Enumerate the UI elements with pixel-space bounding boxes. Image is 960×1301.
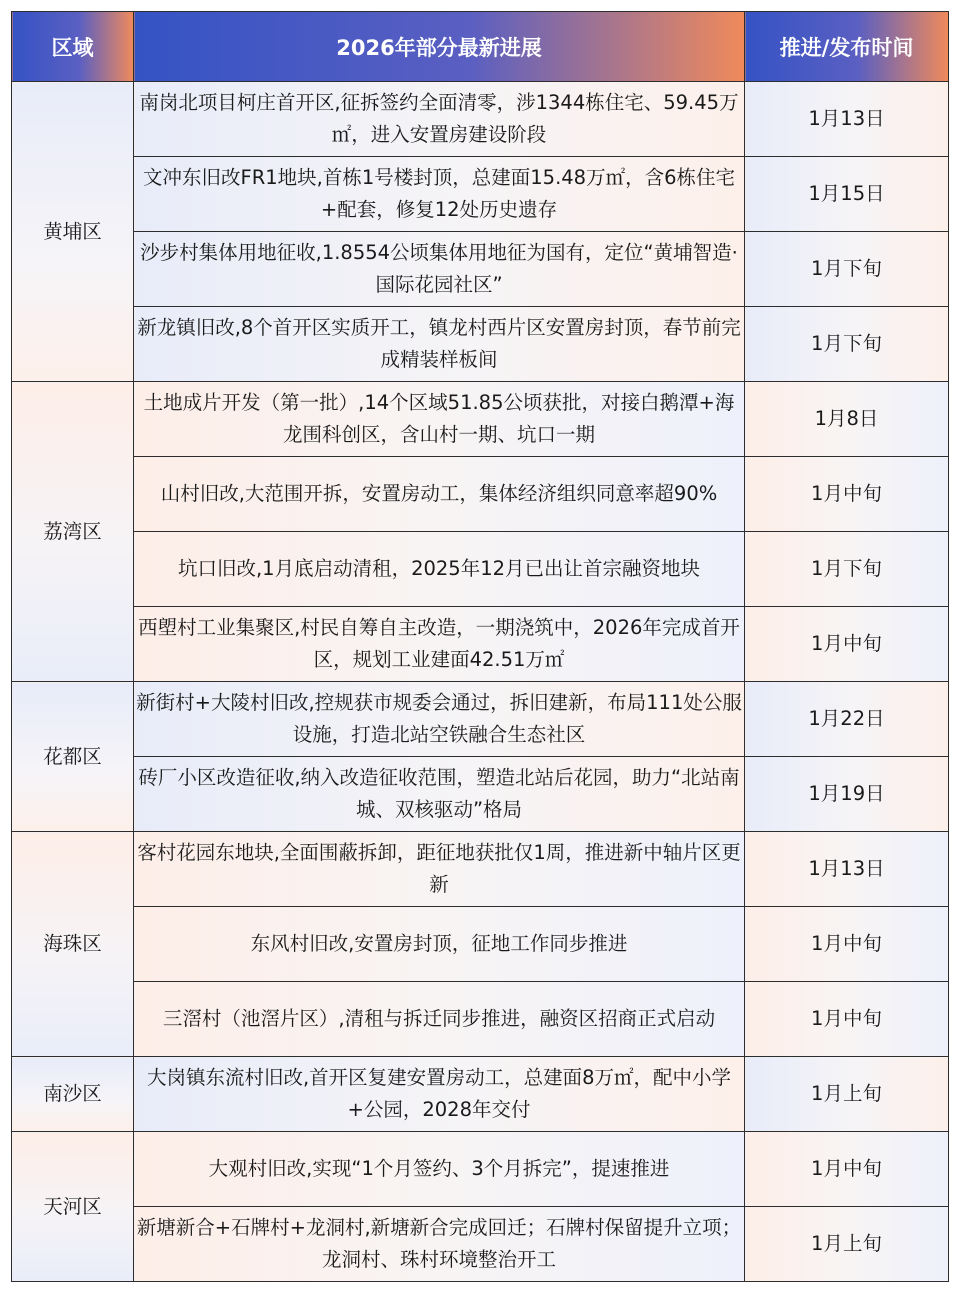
- date-cell: 1月上旬: [745, 1057, 949, 1132]
- table-row: [12, 382, 949, 457]
- date-cell: 1月中旬: [745, 907, 949, 982]
- region-cell: 天河区: [12, 1132, 134, 1282]
- table-row: [12, 1207, 949, 1282]
- progress-table: [11, 11, 949, 1282]
- region-cell: 花都区: [12, 682, 134, 832]
- table-row: [12, 82, 949, 157]
- table-row: [12, 757, 949, 832]
- table-row: [12, 607, 949, 682]
- table-row: [12, 682, 949, 757]
- header-progress: 2026年部分最新进展: [134, 12, 745, 82]
- date-cell: 1月19日: [745, 757, 949, 832]
- date-cell: 1月13日: [745, 832, 949, 907]
- progress-cell: 西塱村工业集聚区,村民自筹自主改造，一期浇筑中，2026年完成首开区，规划工业建面42.51万㎡: [134, 607, 745, 682]
- progress-cell: 沙步村集体用地征收,1.8554公顷集体用地征为国有，定位“黄埔智造·国际花园社区”: [134, 232, 745, 307]
- header-region: 区域: [12, 12, 134, 82]
- table-row: [12, 907, 949, 982]
- date-cell: 1月中旬: [745, 982, 949, 1057]
- progress-table-container: [11, 11, 949, 1291]
- region-cell: 荔湾区: [12, 382, 134, 682]
- date-cell: 1月下旬: [745, 532, 949, 607]
- progress-cell: 山村旧改,大范围开拆，安置房动工，集体经济组织同意率超90%: [134, 457, 745, 532]
- table-row: [12, 307, 949, 382]
- date-cell: 1月下旬: [745, 307, 949, 382]
- date-cell: 1月8日: [745, 382, 949, 457]
- region-cell: 黄埔区: [12, 82, 134, 382]
- progress-cell: 大观村旧改,实现“1个月签约、3个月拆完”，提速推进: [134, 1132, 745, 1207]
- date-cell: 1月中旬: [745, 607, 949, 682]
- progress-cell: 新塘新合+石牌村+龙洞村,新塘新合完成回迁；石牌村保留提升立项；龙洞村、珠村环境整治开工: [134, 1207, 745, 1282]
- progress-cell: 南岗北项目柯庄首开区,征拆签约全面清零，涉1344栋住宅、59.45万㎡，进入安置房建设阶段: [134, 82, 745, 157]
- region-cell: 南沙区: [12, 1057, 134, 1132]
- table-row: [12, 832, 949, 907]
- progress-cell: 东风村旧改,安置房封顶，征地工作同步推进: [134, 907, 745, 982]
- progress-cell: 三滘村（池滘片区）,清租与拆迁同步推进，融资区招商正式启动: [134, 982, 745, 1057]
- table-row: [12, 1057, 949, 1132]
- table-row: [12, 532, 949, 607]
- date-cell: 1月13日: [745, 82, 949, 157]
- date-cell: 1月上旬: [745, 1207, 949, 1282]
- progress-cell: 砖厂小区改造征收,纳入改造征收范围，塑造北站后花园，助力“北站南城、双核驱动”格局: [134, 757, 745, 832]
- date-cell: 1月15日: [745, 157, 949, 232]
- table-row: [12, 1132, 949, 1207]
- date-cell: 1月中旬: [745, 457, 949, 532]
- progress-cell: 新街村+大陵村旧改,控规获市规委会通过，拆旧建新，布局111处公服设施，打造北站空铁融合生态社区: [134, 682, 745, 757]
- header-date: 推进/发布时间: [745, 12, 949, 82]
- progress-cell: 客村花园东地块,全面围蔽拆卸，距征地获批仅1周，推进新中轴片区更新: [134, 832, 745, 907]
- table-row: [12, 157, 949, 232]
- progress-cell: 文冲东旧改FR1地块,首栋1号楼封顶，总建面15.48万㎡，含6栋住宅+配套，修复12处历史遗存: [134, 157, 745, 232]
- progress-cell: 新龙镇旧改,8个首开区实质开工，镇龙村西片区安置房封顶，春节前完成精装样板间: [134, 307, 745, 382]
- date-cell: 1月中旬: [745, 1132, 949, 1207]
- table-row: [12, 232, 949, 307]
- region-cell: 海珠区: [12, 832, 134, 1057]
- table-row: [12, 457, 949, 532]
- progress-cell: 土地成片开发（第一批）,14个区域51.85公顷获批，对接白鹅潭+海龙围科创区，含山村一期、坑口一期: [134, 382, 745, 457]
- date-cell: 1月下旬: [745, 232, 949, 307]
- progress-cell: 坑口旧改,1月底启动清租，2025年12月已出让首宗融资地块: [134, 532, 745, 607]
- progress-cell: 大岗镇东流村旧改,首开区复建安置房动工，总建面8万㎡，配中小学+公园，2028年交付: [134, 1057, 745, 1132]
- table-header-row: [12, 12, 949, 82]
- date-cell: 1月22日: [745, 682, 949, 757]
- table-row: [12, 982, 949, 1057]
